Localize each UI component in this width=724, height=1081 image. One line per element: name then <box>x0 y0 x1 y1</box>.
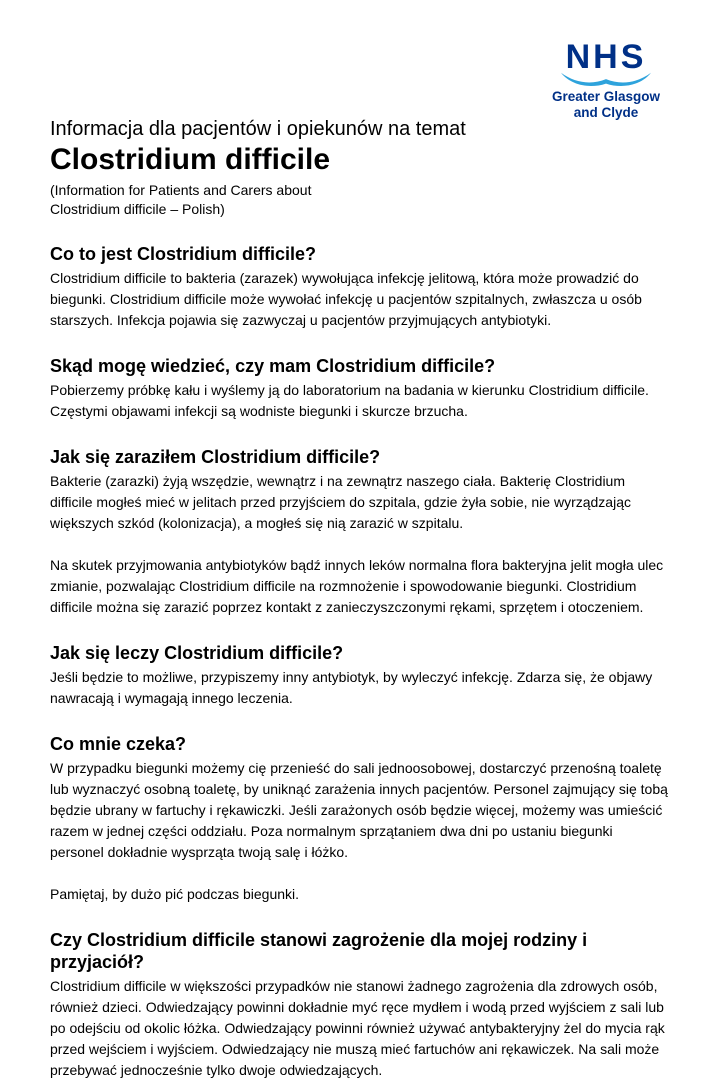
org-name-line1: Greater Glasgow <box>551 89 661 104</box>
document-subtitle-line1: (Information for Patients and Carers about <box>50 182 312 198</box>
document-subtitle-line2: Clostridium difficile – Polish) <box>50 201 225 217</box>
section-what-is <box>50 243 668 331</box>
nhs-logo <box>530 40 682 121</box>
paragraph: Pobierzemy próbkę kału i wyślemy ją do laboratorium na badania w kierunku Clostridium difficile. Częstymi objawami infekcji są wodniste biegunki i skurcze brzucha. <box>50 382 649 419</box>
section-heading: Jak się zaraziłem Clostridium difficile? <box>50 447 381 467</box>
section-how-do-i-know <box>50 355 668 422</box>
paragraph: Clostridium difficile w większości przypadków nie stanowi żadnego zagrożenia dla zdrowych osób, również dzieci. Odwiedzający powinni dokładnie myć ręce mydłem i wodą przed wyjściem z sali lub po odejściu od okolic łóżka. Odwiedzający powinni również używać antybakteryjny żel do mycia rąk przed wejściem i wyjściem. Odwiedzający nie muszą mieć fartuchów ani rękawiczek. Na sali może przebywać jednocześnie tylko dwoje odwiedzających. <box>50 978 665 1078</box>
document-body <box>50 116 668 1081</box>
section-heading: Czy Clostridium difficile stanowi zagrożenie dla mojej rodziny i przyjaciół? <box>50 930 588 972</box>
org-name-line2: and Clyde <box>573 105 639 120</box>
section-risk-to-family <box>50 929 668 1081</box>
section-heading: Jak się leczy Clostridium difficile? <box>50 643 344 663</box>
paragraph: Clostridium difficile to bakteria (zarazek) wywołująca infekcję jelitową, która może prowadzić do biegunki. Clostridium difficile może wywołać infekcję u pacjentów szpitalnych, zwłaszcza u osób starszych. Infekcja pojawia się zazwyczaj u pacjentów przyjmujących antybiotyki. <box>50 270 642 328</box>
section-treatment <box>50 642 668 709</box>
section-heading: Skąd mogę wiedzieć, czy mam Clostridium difficile? <box>50 356 496 376</box>
paragraph: Bakterie (zarazki) żyją wszędzie, wewnątrz i na zewnątrz naszego ciała. Bakterię Clostridium difficile mogłeś mieć w jelitach przed przyjściem do szpitala, gdzie żyła sobie, nie wyrządzając większych szkód (kolonizacja), a mogłeś się nią zarazić w szpitalu. <box>50 473 631 531</box>
section-heading: Co to jest Clostridium difficile? <box>50 244 317 264</box>
document-supertitle: Informacja dla pacjentów i opiekunów na temat <box>50 118 466 140</box>
page-title: Clostridium difficile <box>50 143 331 176</box>
nhs-wordmark: NHS <box>565 38 647 76</box>
section-how-infected <box>50 446 668 618</box>
paragraph: Pamiętaj, by dużo pić podczas biegunki. <box>50 886 300 902</box>
paragraph: W przypadku biegunki możemy cię przenieść do sali jednoosobowej, dostarczyć przenośną toaletę lub wyznaczyć osobną toaletę, by uniknąć zarażenia innych pacjentów. Personel zajmujący się tobą będzie ubrany w fartuchy i rękawiczki. Jeśli zarażonych osób będzie więcej, możemy was umieścić razem w jednej części oddziału. Poza normalnym sprzątaniem dwa dni po ustaniu biegunki personel dokładnie wysprząta twoją salę i łóżko. <box>50 760 668 860</box>
paragraph: Jeśli będzie to możliwe, przypiszemy inny antybiotyk, by wyleczyć infekcję. Zdarza się, że objawy nawracają i wymagają innego leczenia. <box>50 669 653 706</box>
section-what-to-expect <box>50 733 668 905</box>
section-heading: Co mnie czeka? <box>50 734 187 754</box>
paragraph: Na skutek przyjmowania antybiotyków bądź innych leków normalna flora bakteryjna jelit mogła ulec zmianie, pozwalając Clostridium difficile na rozmnożenie i spowodowanie biegunki. Clostridium difficile można się zarazić poprzez kontakt z zanieczyszczonymi rękami, sprzętem i otoczeniem. <box>50 557 664 615</box>
